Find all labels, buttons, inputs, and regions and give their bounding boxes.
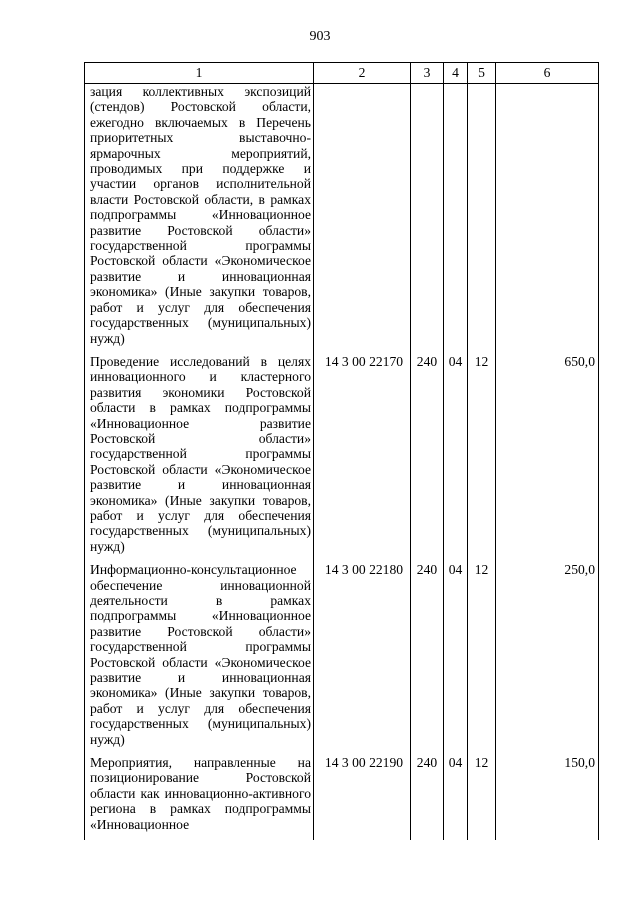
header-row (85, 63, 599, 84)
row-description: Мероприятия, направленные на позиционирование Ростовской области как инновационно-активного региона в рамках подпрограммы «Инновационное (85, 755, 314, 840)
row-expense-type: 240 (411, 354, 444, 562)
row-expense-type: 240 (411, 755, 444, 840)
column-header-3: 3 (411, 63, 444, 84)
row-description: зация коллективных экспозиций (стендов) Ростовской области, ежегодно включаемых в Перечень приоритетных выставочно-ярмарочных мероприятий, проводимых при поддержке и участии органов исполнительной власти Ростовской области, в рамках подпрограммы «Инновационное развитие Ростовской области» государственной программы Ростовской области «Экономическое развитие и инновационная экономика» (Иные закупки товаров, работ и услуг для обеспечения государственных (муниципальных) нужд) (85, 84, 314, 354)
row-amount (496, 84, 599, 354)
column-header-4: 4 (444, 63, 468, 84)
budget-table (84, 62, 599, 840)
row-section (444, 84, 468, 354)
row-amount: 650,0 (496, 354, 599, 562)
row-section: 04 (444, 755, 468, 840)
row-code (314, 84, 411, 354)
column-header-2: 2 (314, 63, 411, 84)
page-number: 903 (309, 29, 331, 44)
row-section: 04 (444, 562, 468, 755)
row-subsection: 12 (468, 354, 496, 562)
column-header-1: 1 (85, 63, 314, 84)
row-subsection (468, 84, 496, 354)
row-section: 04 (444, 354, 468, 562)
column-header-6: 6 (496, 63, 599, 84)
table-row (85, 354, 599, 562)
row-expense-type: 240 (411, 562, 444, 755)
table-body (85, 84, 599, 841)
table-header (85, 63, 599, 84)
row-description: Проведение исследований в целях инновационного и кластерного развития экономики Ростовской области в рамках подпрограммы «Инновационное развитие Ростовской области» государственной программы Ростовской области «Экономическое развитие и инновационная экономика» (Иные закупки товаров, работ и услуг для обеспечения государственных (муниципальных) нужд) (85, 354, 314, 562)
column-header-5: 5 (468, 63, 496, 84)
row-expense-type (411, 84, 444, 354)
row-subsection: 12 (468, 562, 496, 755)
table-row (85, 755, 599, 840)
row-code: 14 3 00 22170 (314, 354, 411, 562)
row-code: 14 3 00 22180 (314, 562, 411, 755)
table-row (85, 562, 599, 755)
row-code: 14 3 00 22190 (314, 755, 411, 840)
table-row (85, 84, 599, 354)
row-amount: 250,0 (496, 562, 599, 755)
row-description: Информационно-консультационное обеспечение инновационной деятельности в рамках подпрограммы «Инновационное развитие Ростовской области» государственной программы Ростовской области «Экономическое развитие и инновационная экономика» (Иные закупки товаров, работ и услуг для обеспечения государственных (муниципальных) нужд) (85, 562, 314, 755)
row-amount: 150,0 (496, 755, 599, 840)
row-subsection: 12 (468, 755, 496, 840)
